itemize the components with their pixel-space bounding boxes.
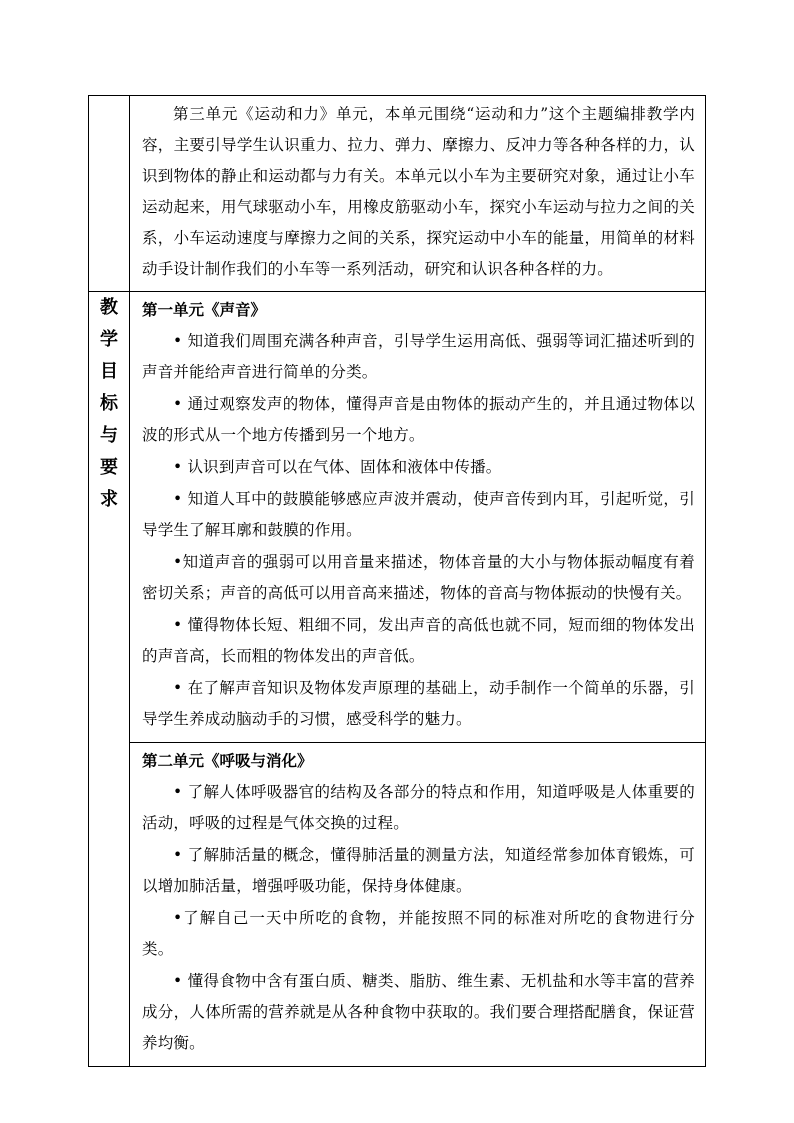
unit1-row <box>89 292 706 743</box>
unit1-bullet: •知道声音的强弱可以用音量来描述，物体音量的大小与物体振动幅度有着密切关系；声音的高低可以用音高来描述，物体的音高与物体振动的快慢有关。 <box>142 553 695 602</box>
section-label-char: 与 <box>100 425 118 446</box>
unit1-bullet: • 知道人耳中的鼓膜能够感应声波并震动，使声音传到内耳，引起听觉，引导学生了解耳廓和鼓膜的作用。 <box>142 490 695 539</box>
intro-label-cell <box>89 96 130 292</box>
unit1-bullet: • 知道我们周围充满各种声音，引导学生运用高低、强弱等词汇描述听到的声音并能给声音进行简单的分类。 <box>142 332 695 381</box>
unit2-bullet: •了解自己一天中所吃的食物，并能按照不同的标准对所吃的食物进行分类。 <box>142 909 695 958</box>
unit1-bullet: • 认识到声音可以在气体、固体和液体中传播。 <box>173 458 502 476</box>
unit2-bullet: • 懂得食物中含有蛋白质、糖类、脂肪、维生素、无机盐和水等丰富的营养成分，人体所需的营养就是从各种食物中获取的。我们要合理搭配膳食，保证营养均衡。 <box>142 972 695 1052</box>
unit1-title: 第一单元《声音》 <box>142 301 267 319</box>
section-label-char: 标 <box>100 393 118 414</box>
intro-row <box>89 96 706 292</box>
curriculum-table <box>88 95 706 1067</box>
unit1-bullet: • 通过观察发声的物体，懂得声音是由物体的振动产生的，并且通过物体以波的形式从一个地方传播到另一个地方。 <box>142 395 695 444</box>
section-label-cell <box>89 292 130 1067</box>
unit1-bullet: • 懂得物体长短、粗细不同，发出声音的高低也就不同，短而细的物体发出的声音高，长而粗的物体发出的声音低。 <box>142 616 695 665</box>
section-label-char: 目 <box>100 361 118 382</box>
unit2-bullet: • 了解肺活量的概念，懂得肺活量的测量方法，知道经常参加体育锻炼，可以增加肺活量，增强呼吸功能，保持身体健康。 <box>142 846 695 895</box>
intro-paragraph: 第三单元《运动和力》单元，本单元围绕“运动和力”这个主题编排教学内容，主要引导学生认识重力、拉力、弹力、摩擦力、反冲力等各种各样的力，认识到物体的静止和运动都与力有关。本单元以小车为主要研究对象，通过让小车运动起来，用气球驱动小车，用橡皮筋驱动小车，探究小车运动与拉力之间的关系，小车运动速度与摩擦力之间的关系，探究运动中小车的能量，用简单的材料动手设计制作我们的小车等一系列活动，研究和认识各种各样的力。 <box>142 105 695 278</box>
section-label <box>89 292 129 516</box>
unit1-content-cell <box>130 292 706 743</box>
section-label-char: 求 <box>100 489 118 510</box>
unit2-title: 第二单元《呼吸与消化》 <box>142 752 313 770</box>
section-label-char: 教 <box>100 297 118 318</box>
unit2-bullet: • 了解人体呼吸器官的结构及各部分的特点和作用，知道呼吸是人体重要的活动，呼吸的过程是气体交换的过程。 <box>142 783 695 832</box>
section-label-char: 要 <box>100 457 118 478</box>
intro-content-cell <box>130 96 706 292</box>
unit2-content-cell <box>130 743 706 1067</box>
section-label-char: 学 <box>100 329 118 350</box>
unit2-row <box>89 743 706 1067</box>
unit1-bullet: • 在了解声音知识及物体发声原理的基础上，动手制作一个简单的乐器，引导学生养成动脑动手的习惯，感受科学的魅力。 <box>142 679 695 728</box>
